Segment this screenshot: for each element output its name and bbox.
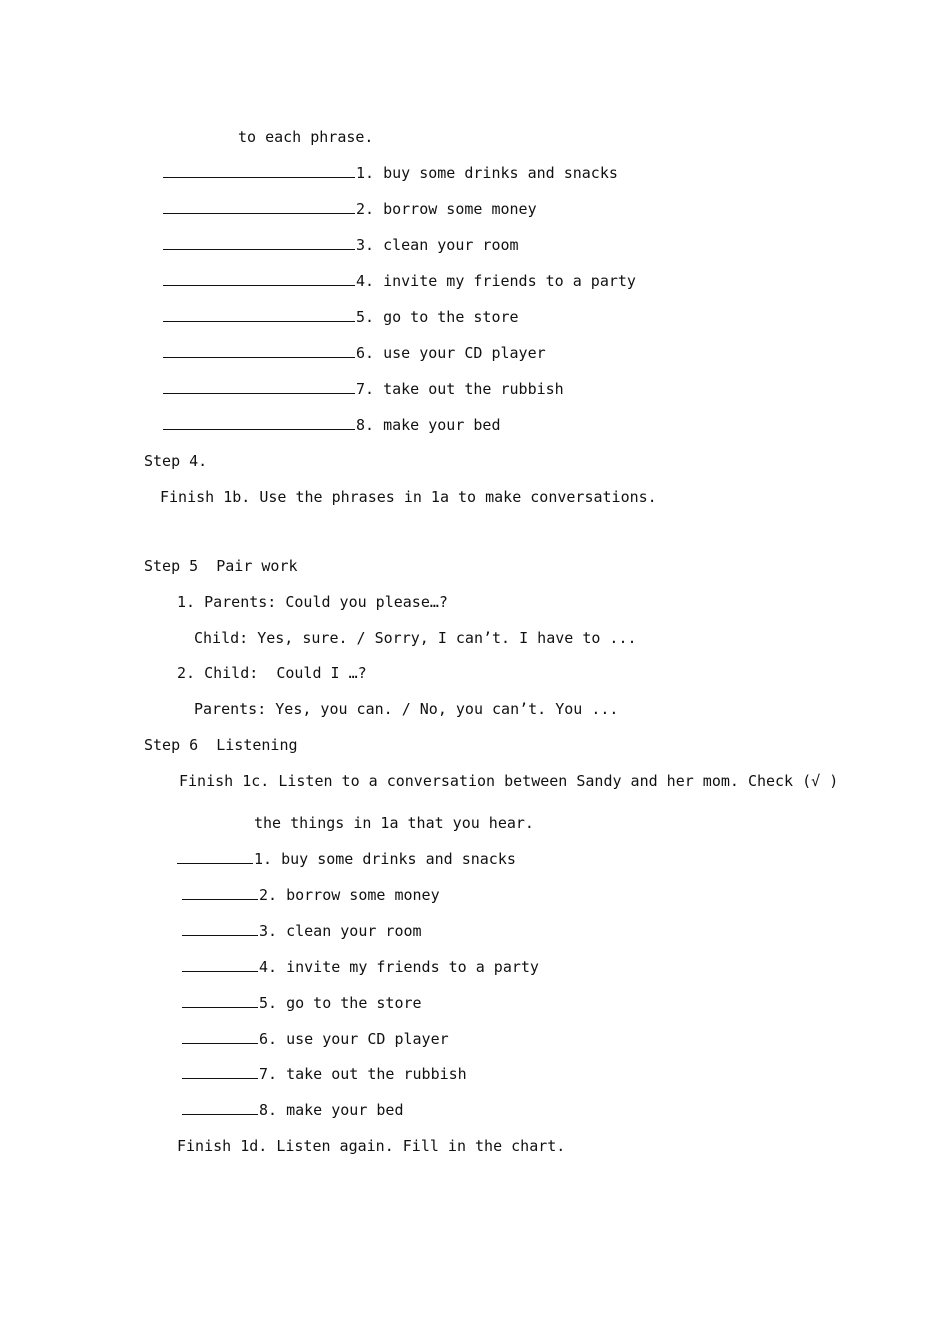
check-blank[interactable]: [182, 885, 258, 900]
intro-tail: to each phrase.: [238, 128, 374, 146]
step6-closing: Finish 1d. Listen again. Fill in the chart.: [177, 1137, 566, 1155]
list-b-item-6: 6. use your CD player: [182, 1029, 449, 1049]
check-blank[interactable]: [177, 849, 253, 864]
step6-instruction: Finish 1c. Listen to a conversation between Sandy and her mom. Check (√ ): [179, 772, 839, 790]
answer-blank[interactable]: [163, 307, 355, 322]
list-a-item-3: 3. clean your room: [163, 235, 519, 255]
step5-item-2-reply: Parents: Yes, you can. / No, you can’t. You ...: [194, 700, 619, 718]
list-a-item-1: 1. buy some drinks and snacks: [163, 163, 618, 183]
answer-blank[interactable]: [163, 379, 355, 394]
list-b-item-8: 8. make your bed: [182, 1100, 404, 1120]
list-b-item-3: 3. clean your room: [182, 921, 422, 941]
step4-instruction: Finish 1b. Use the phrases in 1a to make conversations.: [160, 488, 657, 506]
step4-heading: Step 4.: [144, 452, 208, 470]
answer-blank[interactable]: [163, 235, 355, 250]
step5-item-2: 2. Child: Could I …?: [177, 664, 367, 682]
list-b-item-2: 2. borrow some money: [182, 885, 440, 905]
answer-blank[interactable]: [163, 271, 355, 286]
check-blank[interactable]: [182, 1100, 258, 1115]
list-b-item-4: 4. invite my friends to a party: [182, 957, 539, 977]
answer-blank[interactable]: [163, 415, 355, 430]
step5-item-1: 1. Parents: Could you please…?: [177, 593, 448, 611]
step5-heading: Step 5 Pair work: [144, 557, 298, 575]
list-b-item-5: 5. go to the store: [182, 993, 422, 1013]
list-b-item-7: 7. take out the rubbish: [182, 1064, 467, 1084]
list-a-item-7: 7. take out the rubbish: [163, 379, 564, 399]
list-a-item-4: 4. invite my friends to a party: [163, 271, 636, 291]
check-blank[interactable]: [182, 1029, 258, 1044]
list-b-item-1: 1. buy some drinks and snacks: [177, 849, 516, 869]
step5-item-1-reply: Child: Yes, sure. / Sorry, I can’t. I have to ...: [194, 629, 637, 647]
check-blank[interactable]: [182, 921, 258, 936]
answer-blank[interactable]: [163, 199, 355, 214]
check-blank[interactable]: [182, 1064, 258, 1079]
answer-blank[interactable]: [163, 343, 355, 358]
list-a-item-8: 8. make your bed: [163, 415, 501, 435]
step6-heading: Step 6 Listening: [144, 736, 298, 754]
step6-instruction-cont: the things in 1a that you hear.: [254, 814, 534, 832]
list-a-item-6: 6. use your CD player: [163, 343, 546, 363]
list-a-item-2: 2. borrow some money: [163, 199, 537, 219]
answer-blank[interactable]: [163, 163, 355, 178]
check-blank[interactable]: [182, 957, 258, 972]
list-a-item-5: 5. go to the store: [163, 307, 519, 327]
check-blank[interactable]: [182, 993, 258, 1008]
